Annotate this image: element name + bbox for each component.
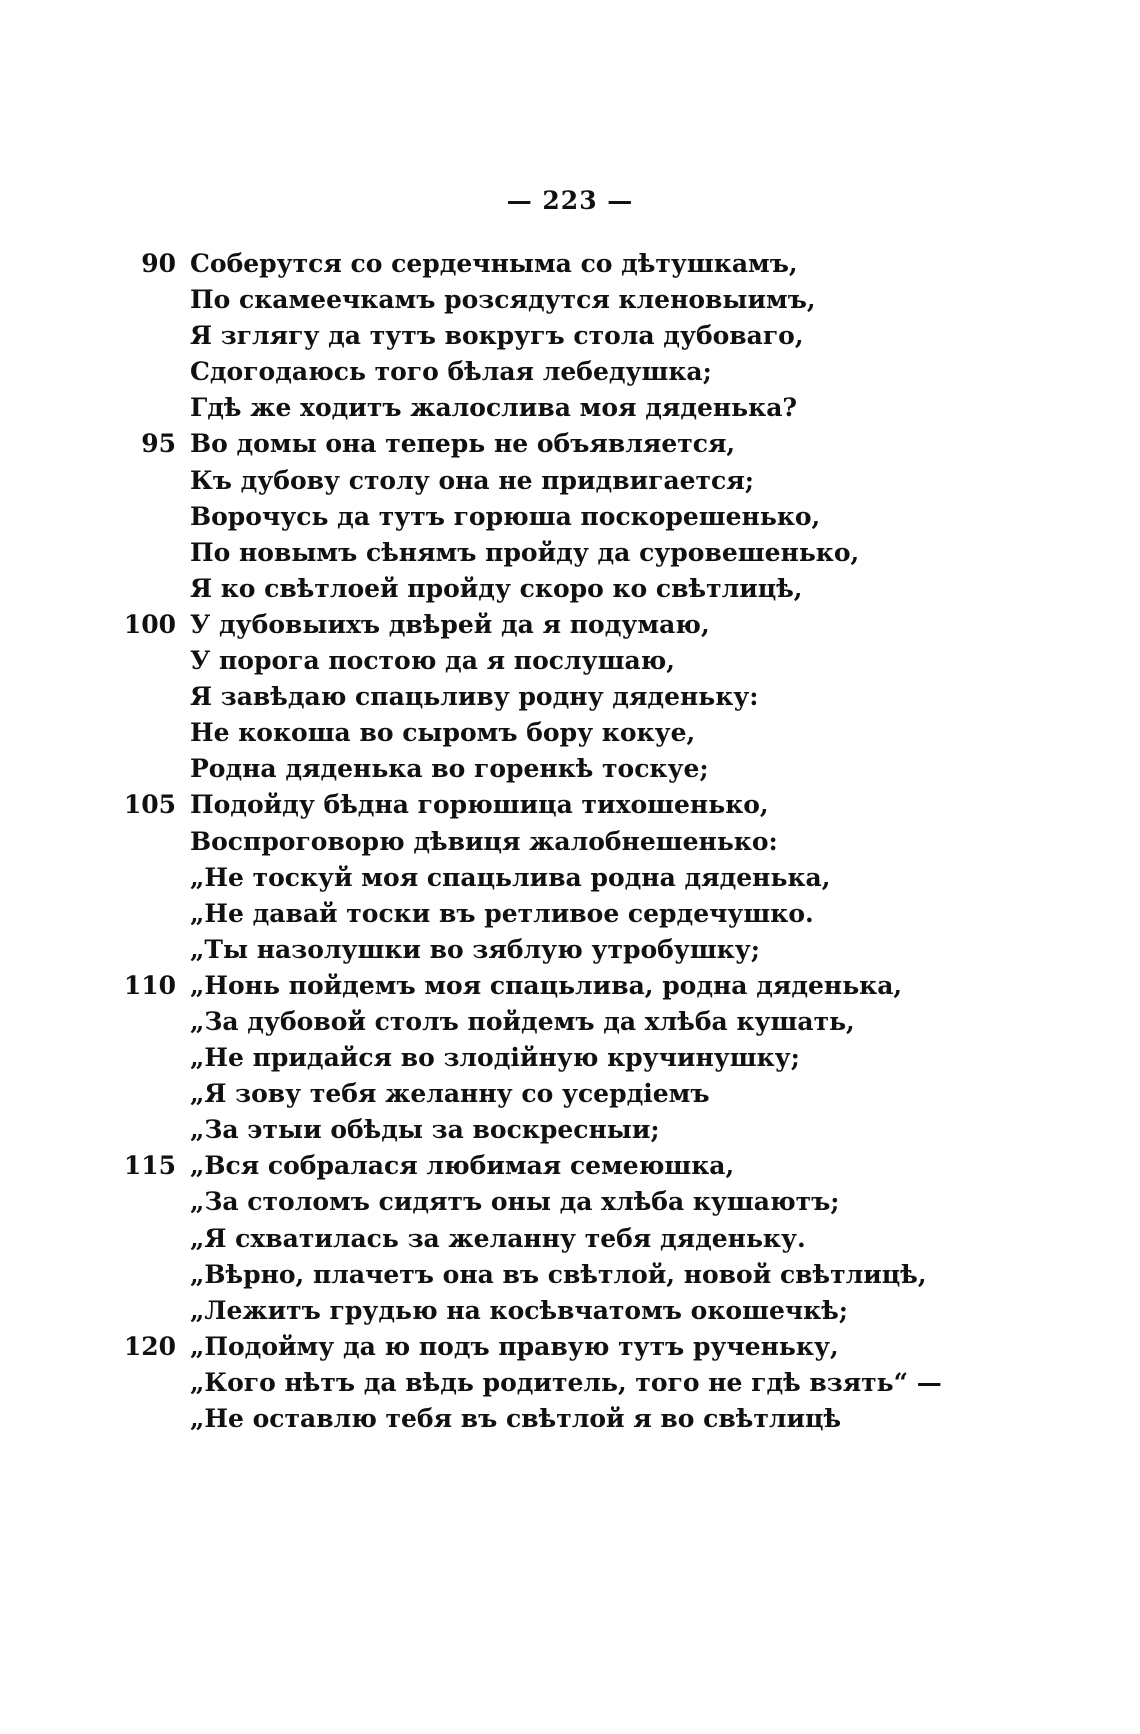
verse-text: „Вѣрно, плачетъ она въ свѣтлой, новой свѣтлицѣ, bbox=[190, 1259, 927, 1289]
verse-text: „Не давай тоски въ ретливое сердечушко. bbox=[190, 898, 814, 928]
verse-line bbox=[120, 571, 1120, 607]
verse-text: Соберутся со сердечныма со дѣтушкамъ, bbox=[190, 249, 798, 278]
verse-text: „Ты назолушки во зяблую утробушку; bbox=[190, 934, 760, 964]
verse-line bbox=[120, 282, 1120, 318]
verse-text: У порога постою да я послушаю, bbox=[190, 646, 676, 676]
verse-line bbox=[120, 679, 1120, 715]
verse-line bbox=[120, 715, 1120, 751]
verse-text: „Я зову тебя желанну со усердіемъ bbox=[190, 1079, 710, 1109]
verse-text: По новымъ сѣнямъ пройду да суровешенько, bbox=[190, 537, 860, 567]
verse-line bbox=[120, 1257, 1120, 1293]
verse-text: Ворочусь да тутъ горюша поскорешенько, bbox=[190, 501, 821, 531]
verse-text: Я ко свѣтлоей пройду скоро ко свѣтлицѣ, bbox=[190, 573, 803, 603]
verse-text: „Кого нѣтъ да вѣдь родитель, того не гдѣ взять“ — bbox=[190, 1367, 942, 1397]
line-number: 95 bbox=[141, 429, 176, 459]
verse-line bbox=[120, 1329, 1120, 1365]
verse-text: Сдогодаюсь того бѣлая лебедушка; bbox=[190, 357, 712, 387]
verse-line bbox=[120, 1112, 1120, 1148]
verse-text: „Не оставлю тебя въ свѣтлой я во свѣтлицѣ bbox=[190, 1404, 842, 1433]
verse-text: Къ дубову столу она не придвигается; bbox=[190, 465, 754, 495]
verse-text: Гдѣ же ходитъ жалослива моя дяденька? bbox=[190, 393, 798, 423]
verse-text: „За дубовой столъ пойдемъ да хлѣба кушать, bbox=[190, 1006, 855, 1036]
verse-text: „Нонь пойдемъ моя спацьлива, родна дяденька, bbox=[190, 970, 903, 1000]
verse-text: По скамеечкамъ розсядутся кленовыимъ, bbox=[190, 285, 816, 315]
line-number: 100 bbox=[123, 609, 176, 639]
verse-line bbox=[120, 1184, 1120, 1220]
verse-text: Я завѣдаю спацьливу родну дяденьку: bbox=[190, 682, 759, 712]
line-number: 115 bbox=[123, 1151, 176, 1181]
verse-line bbox=[120, 1221, 1120, 1257]
verse-text: „Подойму да ю подъ правую тутъ рученьку, bbox=[190, 1331, 839, 1361]
page-number: — 223 — bbox=[506, 186, 634, 215]
verse-line bbox=[120, 1401, 1120, 1437]
verse-text: „Не придайся во злодійную кручинушку; bbox=[190, 1043, 800, 1073]
verse-text: „За этыи обѣды за воскресныи; bbox=[190, 1115, 660, 1145]
line-number: 90 bbox=[141, 249, 176, 278]
verse-text: „Вся собралася любимая семеюшка, bbox=[190, 1151, 735, 1181]
verse-line bbox=[120, 318, 1120, 354]
verse-line bbox=[120, 354, 1120, 390]
verse-block bbox=[120, 246, 1120, 1437]
verse-line bbox=[120, 463, 1120, 499]
verse-text: Воспроговорю дѣвиця жалобнешенько: bbox=[190, 826, 778, 856]
verse-line bbox=[120, 968, 1120, 1004]
verse-line bbox=[120, 499, 1120, 535]
verse-text: Не кокоша во сыромъ бору кокуе, bbox=[190, 718, 696, 748]
verse-line bbox=[120, 535, 1120, 571]
verse-text: „Не тоскуй моя спацьлива родна дяденька, bbox=[190, 862, 831, 892]
line-number: 105 bbox=[123, 790, 176, 820]
verse-text: Во домы она теперь не объявляется, bbox=[190, 429, 736, 459]
verse-line bbox=[120, 1365, 1120, 1401]
verse-line bbox=[120, 1076, 1120, 1112]
verse-text: Подойду бѣдна горюшица тихошенько, bbox=[190, 790, 769, 820]
verse-line bbox=[120, 643, 1120, 679]
verse-text: У дубовыихъ двѣрей да я подумаю, bbox=[190, 609, 710, 639]
verse-line bbox=[120, 787, 1120, 823]
verse-line bbox=[120, 390, 1120, 426]
verse-line bbox=[120, 896, 1120, 932]
verse-line bbox=[120, 1004, 1120, 1040]
verse-line bbox=[120, 246, 1120, 282]
verse-line bbox=[120, 607, 1120, 643]
verse-line bbox=[120, 824, 1120, 860]
verse-text: Я зглягу да тутъ вокругъ стола дубоваго, bbox=[190, 321, 804, 351]
verse-line bbox=[120, 426, 1120, 462]
verse-line bbox=[120, 932, 1120, 968]
verse-line bbox=[120, 751, 1120, 787]
verse-line bbox=[120, 860, 1120, 896]
line-number: 120 bbox=[123, 1331, 176, 1361]
line-number: 110 bbox=[123, 970, 176, 1000]
verse-text: Родна дяденька во горенкѣ тоскуе; bbox=[190, 754, 709, 784]
verse-line bbox=[120, 1148, 1120, 1184]
verse-line bbox=[120, 1293, 1120, 1329]
verse-text: „Лежитъ грудью на косѣвчатомъ окошечкѣ; bbox=[190, 1295, 849, 1325]
verse-line bbox=[120, 1040, 1120, 1076]
verse-text: „Я схватилась за желанну тебя дяденьку. bbox=[190, 1223, 806, 1253]
verse-text: „За столомъ сидятъ оны да хлѣба кушаютъ; bbox=[190, 1187, 840, 1217]
